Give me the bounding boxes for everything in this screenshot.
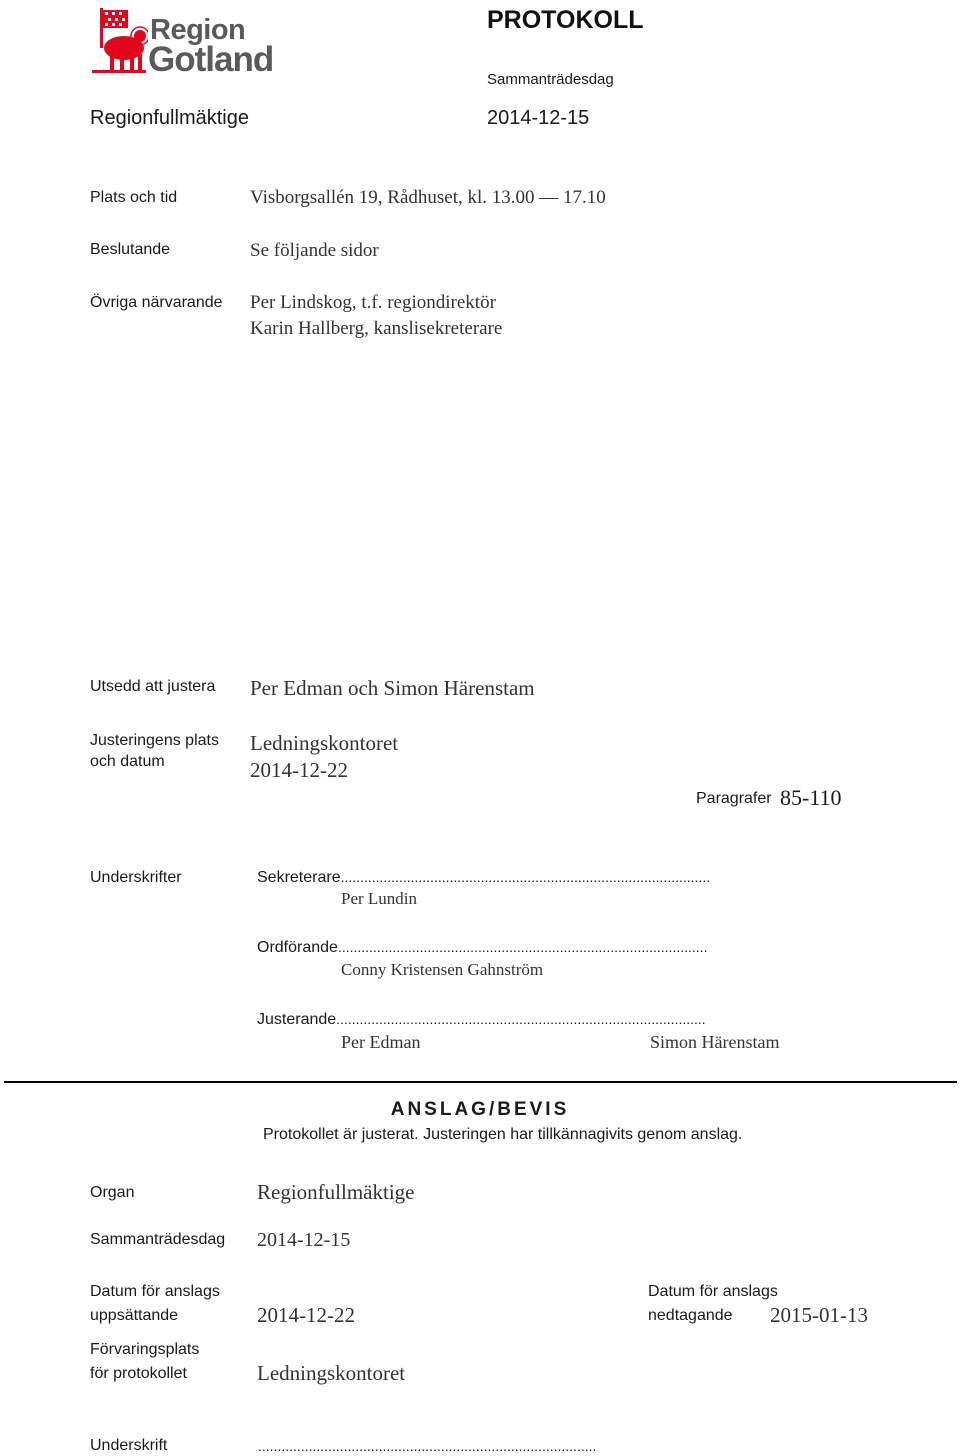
anslag-title: ANSLAG/BEVIS bbox=[390, 1099, 570, 1120]
anslag-meeting-day-label: Sammanträdesdag bbox=[90, 1231, 226, 1248]
adjust-place-value: Ledningskontoret bbox=[250, 731, 399, 755]
posted-label-1: Datum för anslags bbox=[90, 1283, 220, 1300]
others-line-2: Karin Hallberg, kanslisekreterare bbox=[250, 318, 503, 339]
document-title: PROTOKOLL bbox=[487, 6, 644, 34]
chair-line bbox=[257, 939, 707, 957]
removed-label-1: Datum för anslags bbox=[648, 1283, 778, 1300]
removed-label-2: nedtagande bbox=[648, 1307, 733, 1324]
section-divider bbox=[4, 1081, 957, 1083]
signature-dots: ............................................................................................... bbox=[337, 939, 708, 955]
header-meeting-date: 2014-12-15 bbox=[487, 107, 590, 129]
organ-value: Regionfullmäktige bbox=[257, 1180, 415, 1204]
adjust-assigned-value: Per Edman och Simon Härenstam bbox=[250, 676, 535, 700]
place-value: Visborgsallén 19, Rådhuset, kl. 13.00 — 17.10 bbox=[250, 187, 606, 208]
anslag-subtitle: Protokollet är justerat. Justeringen har tillkännagivits genom anslag. bbox=[263, 1126, 743, 1143]
secretary-name: Per Lundin bbox=[341, 889, 418, 908]
signatures-label: Underskrifter bbox=[90, 869, 182, 886]
posted-value: 2014-12-22 bbox=[257, 1303, 355, 1327]
adjust-date-value: 2014-12-22 bbox=[250, 758, 348, 782]
anslag-meeting-day-value: 2014-12-15 bbox=[257, 1229, 351, 1251]
signature-dots: ............................................................................................... bbox=[336, 1011, 706, 1027]
adjusters-label: Justerande bbox=[257, 1011, 337, 1028]
adjusters-line bbox=[257, 1011, 706, 1029]
storage-label-2: för protokollet bbox=[90, 1365, 187, 1382]
adjuster-1-name: Per Edman bbox=[341, 1032, 421, 1052]
adjust-assigned-label: Utsedd att justera bbox=[90, 678, 216, 695]
region-gotland-logo bbox=[88, 4, 274, 79]
others-line-1: Per Lindskog, t.f. regiondirektör bbox=[250, 292, 496, 313]
paragraphs-value: 85-110 bbox=[780, 785, 842, 810]
removed-value: 2015-01-13 bbox=[770, 1303, 868, 1327]
header-body-name: Regionfullmäktige bbox=[90, 107, 249, 129]
adjust-place-label-2: och datum bbox=[90, 753, 165, 770]
secretary-line bbox=[257, 869, 710, 887]
adjuster-2-name: Simon Härenstam bbox=[650, 1032, 780, 1052]
lamb-emblem-icon bbox=[88, 6, 148, 76]
logo-text-gotland: Gotland bbox=[148, 40, 274, 79]
posted-label-2: uppsättande bbox=[90, 1307, 179, 1324]
others-label: Övriga närvarande bbox=[90, 294, 223, 311]
secretary-label: Sekreterare bbox=[257, 869, 341, 886]
logo-text-region: Region bbox=[150, 14, 246, 46]
place-label: Plats och tid bbox=[90, 189, 178, 206]
storage-value: Ledningskontoret bbox=[257, 1361, 406, 1385]
deciding-label: Beslutande bbox=[90, 241, 171, 258]
organ-label: Organ bbox=[90, 1184, 135, 1201]
chair-label: Ordförande bbox=[257, 939, 338, 956]
chair-name: Conny Kristensen Gahnström bbox=[341, 960, 544, 979]
signature-label: Underskrift bbox=[90, 1437, 168, 1454]
header-meeting-day-label: Sammanträdesdag bbox=[487, 71, 614, 88]
paragraphs-label: Paragrafer bbox=[696, 790, 772, 807]
signature-dots: ............................................................................................... bbox=[340, 869, 711, 885]
deciding-value: Se följande sidor bbox=[250, 240, 379, 261]
storage-label-1: Förvaringsplats bbox=[90, 1341, 200, 1358]
signature-dots-line: ....................................................................................... bbox=[258, 1438, 597, 1454]
adjust-place-label-1: Justeringens plats bbox=[90, 732, 219, 749]
